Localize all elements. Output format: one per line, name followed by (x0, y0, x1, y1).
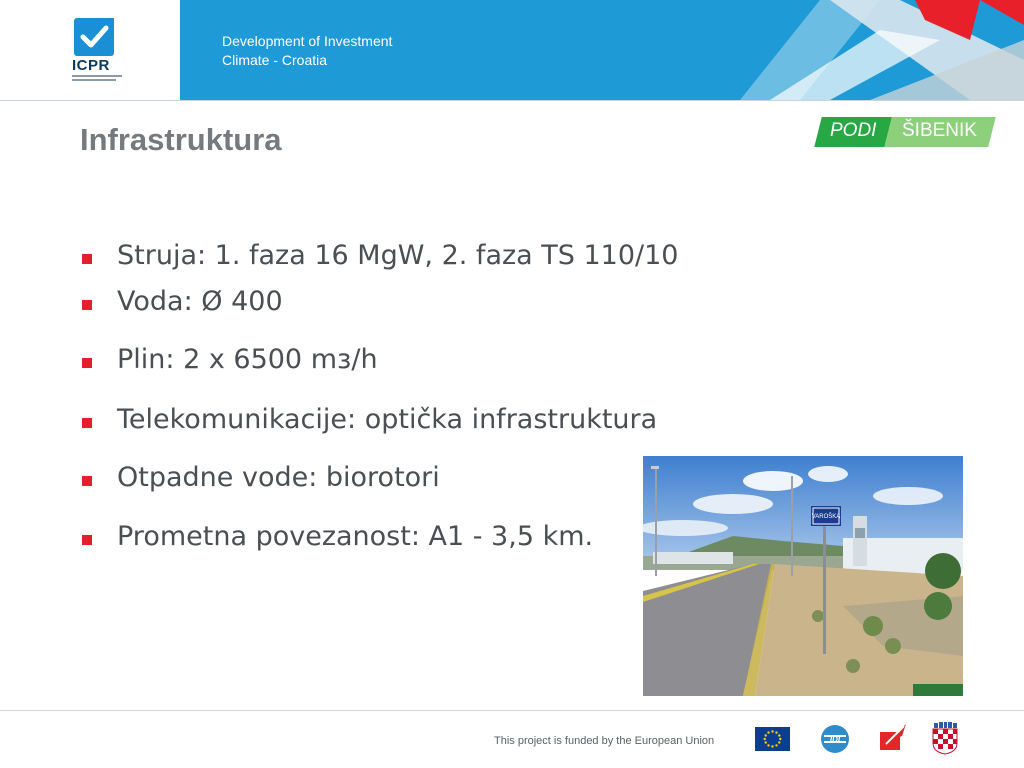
bullet-square-icon (82, 254, 92, 264)
list-item-text: Telekomunikacije: optička infrastruktura (117, 404, 658, 435)
road-photo (643, 456, 963, 696)
bullet-square-icon (82, 418, 92, 428)
svg-text:IDI: IDI (829, 735, 841, 744)
bullet-square-icon (82, 300, 92, 310)
icpr-logo (0, 0, 180, 100)
header-band (180, 0, 1024, 100)
badge-left-label: PODI (830, 120, 877, 141)
bullet-square-icon (82, 476, 92, 486)
logo-subline (72, 75, 122, 77)
tagline-line-2: Climate - Croatia (222, 52, 328, 68)
footer-divider (0, 710, 1024, 711)
list-item-text: Prometna povezanost: A1 - 3,5 km. (117, 521, 594, 552)
header (0, 0, 1024, 100)
funding-note: This project is funded by the European Union (494, 735, 715, 747)
badge-right-label: ŠIBENIK (902, 120, 977, 141)
street-sign-text: VAROŠKA (811, 514, 841, 520)
logo-text: ICPR (72, 57, 110, 74)
header-tagline (222, 32, 392, 70)
logo-subline (72, 79, 116, 81)
list-item-text: Plin: 2 x 6500 mз/h (117, 344, 378, 375)
eu-flag-icon (755, 727, 790, 751)
list-item-text: Voda: Ø 400 (117, 286, 283, 317)
location-badge (818, 117, 996, 147)
header-divider (0, 100, 1024, 101)
idi-logo-icon (820, 724, 850, 754)
bullet-square-icon (82, 358, 92, 368)
checkmark-icon (74, 18, 114, 56)
list-item-text: Struja: 1. faza 16 MgW, 2. faza TS 110/10 (117, 240, 679, 271)
tagline-line-1: Development of Investment (222, 33, 393, 49)
croatia-coat-of-arms-icon (932, 721, 958, 755)
page-title: Infrastruktura (80, 122, 282, 157)
ministry-logo-icon (878, 722, 908, 752)
bullet-square-icon (82, 535, 92, 545)
list-item-text: Otpadne vode: biorotori (117, 462, 440, 493)
